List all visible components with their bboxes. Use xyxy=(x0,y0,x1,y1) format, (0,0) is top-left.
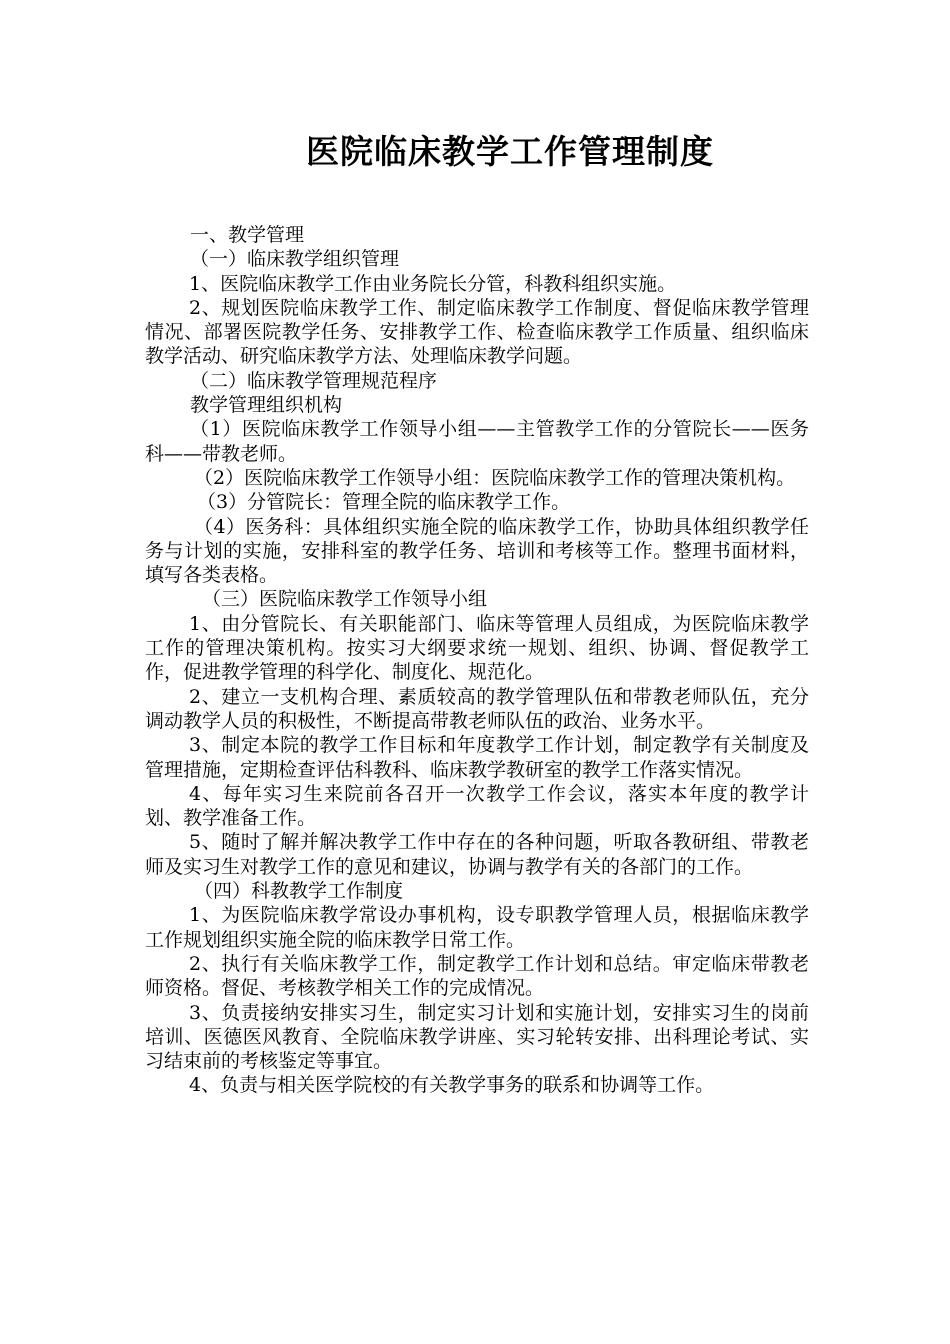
paragraph: 4、每年实习生来院前各召开一次教学工作会议，落实本年度的教学计划、教学准备工作。 xyxy=(145,782,809,830)
document-title: 医院临床教学工作管理制度 xyxy=(306,132,714,171)
paragraph: 1、由分管院长、有关职能部门、临床等管理人员组成，为医院临床教学工作的管理决策机构。按实习大纲要求统一规划、组织、协调、督促教学工作，促进教学管理的科学化、制度化、规范化。 xyxy=(145,612,809,684)
paragraph: 一、教学管理 xyxy=(190,224,305,246)
paragraph: 2、执行有关临床教学工作，制定教学工作计划和总结。审定临床带教老师资格。督促、考核教学相关工作的完成情况。 xyxy=(145,952,809,1000)
paragraph: 5、随时了解并解决教学工作中存在的各种问题，听取各教研组、带教老师及实习生对教学工作的意见和建议，协调与教学有关的各部门的工作。 xyxy=(145,831,809,878)
paragraph: 1、医院临床教学工作由业务院长分管，科教科组织实施。 xyxy=(189,272,677,295)
paragraph: 4、负责与相关医学院校的有关教学事务的联系和协调等工作。 xyxy=(189,1074,715,1097)
paragraph: （1）医院临床教学工作领导小组——主管教学工作的分管院长——医务科——带教老师。 xyxy=(145,418,809,465)
paragraph: 1、为医院临床教学常设办事机构，设专职教学管理人员，根据临床教学工作规划组织实施全院的临床教学日常工作。 xyxy=(145,904,809,951)
paragraph: （三）医院临床教学工作领导小组 xyxy=(202,588,488,611)
paragraph: （一）临床教学组织管理 xyxy=(190,248,400,271)
document-body xyxy=(145,223,809,1098)
paragraph: 3、制定本院的教学工作目标和年度教学工作计划，制定教学有关制度及管理措施，定期检查评估科教科、临床教学教研室的教学工作落实情况。 xyxy=(145,734,809,781)
paragraph: （四）科教教学工作制度 xyxy=(194,880,404,903)
paragraph: （4）医务科：具体组织实施全院的临床教学工作，协助具体组织教学任务与计划的实施，安排科室的教学任务、培训和考核等工作。整理书面材料，填写各类表格。 xyxy=(145,515,809,587)
paragraph: 教学管理组织机构 xyxy=(190,394,343,417)
paragraph: 3、负责接纳安排实习生，制定实习计划和实施计划，安排实习生的岗前培训、医德医风教育、全院临床教学讲座、实习轮转安排、出科理论考试、实习结束前的考核鉴定等事宜。 xyxy=(145,1001,809,1073)
paragraph: （3）分管院长：管理全院的临床教学工作。 xyxy=(197,491,571,514)
paragraph: 2、规划医院临床教学工作、制定临床教学工作制度、督促临床教学管理情况、部署医院教学任务、安排教学工作、检查临床教学工作质量、组织临床教学活动、研究临床教学方法、处理临床教学问题。 xyxy=(145,296,809,368)
paragraph: （二）临床教学管理规范程序 xyxy=(190,369,438,392)
paragraph: 2、建立一支机构合理、素质较高的教学管理队伍和带教老师队伍，充分调动教学人员的积极性，不断提高带教老师队伍的政治、业务水平。 xyxy=(145,685,809,732)
paragraph: （2）医院临床教学工作领导小组：医院临床教学工作的管理决策机构。 xyxy=(194,466,796,489)
